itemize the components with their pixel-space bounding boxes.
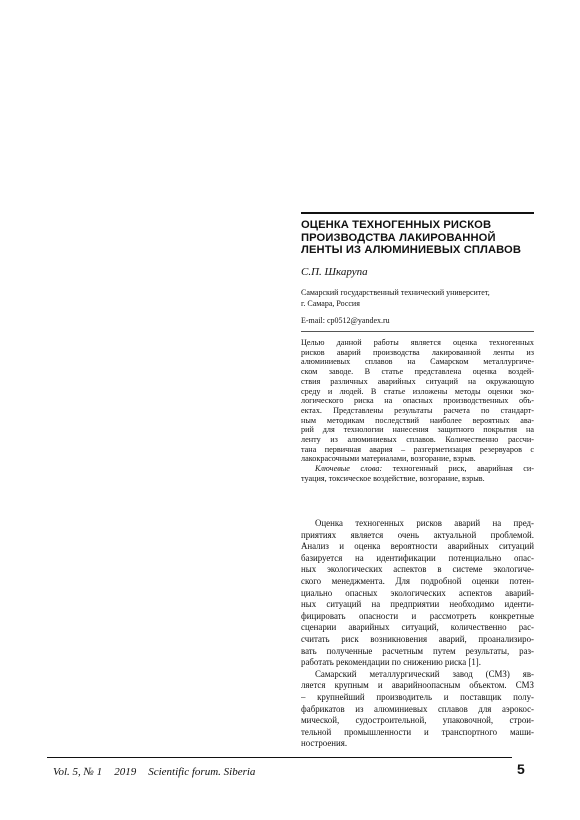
journal-year: 2019: [114, 766, 137, 778]
body-line: считать риск возникновения аварий, проанализиро-: [301, 633, 534, 644]
body-line: Самарский металлургический завод (СМЗ) яв-: [315, 668, 534, 679]
abstract-line: лакокрасочными материалами, возгорание, взрыв.: [301, 454, 476, 464]
body-line: фицировать опасности и рассмотреть конкретные: [301, 610, 534, 621]
abstract-line: тана первичная авария – разгерметизация резервуаров с: [301, 444, 534, 454]
keywords-line: [301, 464, 534, 474]
keywords-text: техногенный риск, аварийная си-: [382, 464, 534, 474]
body-line: фабрикатов из алюминиевых сплавов для аэрокос-: [301, 703, 534, 714]
body-line: базируется на идентификации потенциально опас-: [301, 552, 534, 563]
body-line: работать рекомендации по снижению риска [1].: [301, 657, 481, 668]
page-number: 5: [517, 761, 525, 777]
author-affiliation: [301, 288, 541, 309]
journal-footer: [53, 766, 255, 778]
abstract-line: Целью данной работы является оценка техногенных: [301, 338, 534, 347]
abstract-line: рисков аварий производства лакированной ленты из: [301, 347, 534, 357]
body-line: мической, судостроительной, упаковочной, строи-: [301, 715, 534, 726]
abstract-line: ствия различных аварийных ситуаций на окружающую: [301, 376, 534, 386]
journal-name: Scientific forum. Siberia: [148, 766, 256, 778]
body-line: ского менеджмента. Для подробной оценки потен-: [301, 575, 534, 586]
body-line: Анализ и оценка вероятности аварийных ситуаций: [301, 541, 534, 552]
body-line: циально опасных экологических аспектов аварий-: [301, 587, 534, 598]
title-line: ОЦЕНКА ТЕХНОГЕННЫХ РИСКОВ: [301, 219, 492, 231]
title-line: ПРОИЗВОДСТВА ЛАКИРОВАННОЙ: [301, 231, 496, 244]
affiliation-line: Самарский государственный технический университет,: [301, 288, 490, 297]
body-line: Оценка техногенных рисков аварий на пред-: [315, 518, 534, 528]
body-line: ностроения.: [301, 738, 348, 749]
abstract-line: рий для технологии нанесения защитного покрытия на: [301, 425, 534, 435]
abstract: [301, 338, 534, 484]
abstract-line: алюминиевых сплавов на Самарском металлургиче-: [301, 357, 534, 367]
body-line: ных ситуаций на предприятии необходимо иденти-: [301, 599, 534, 610]
abstract-line: логического риска на опасных производственных объ-: [301, 396, 534, 406]
affiliation-line: г. Самара, Россия: [301, 298, 360, 308]
body-line: приятиях является очень актуальной проблемой.: [301, 529, 534, 540]
body-line: ных экологических аспектов в системе экологиче-: [301, 564, 534, 575]
body-line: ляется крупным и аварийноопасным объектом. СМЗ: [301, 680, 534, 691]
author-name: С.П. Шкарупа: [301, 266, 368, 278]
author-email: E-mail: cp0512@yandex.ru: [301, 316, 390, 325]
keywords-label: Ключевые слова:: [315, 464, 383, 474]
body-line: тельной промышленности и транспортного маши-: [301, 726, 534, 737]
abstract-line: ектах. Представлены результаты расчета по стандарт-: [301, 405, 534, 415]
journal-volume: Vol. 5, № 1: [53, 766, 103, 778]
article-body: [301, 518, 534, 750]
article-title: [301, 219, 541, 257]
abstract-divider: [301, 331, 534, 332]
title-line: ЛЕНТЫ ИЗ АЛЮМИНИЕВЫХ СПЛАВОВ: [301, 244, 522, 257]
abstract-line: ском заводе. В статье представлена оценка воздей-: [301, 367, 534, 377]
body-line: сценарии аварийных ситуаций, количественно рас-: [301, 622, 534, 633]
title-top-rule: [301, 212, 534, 214]
footer-rule: [47, 757, 512, 758]
body-line: – крупнейший производитель и поставщик полу-: [301, 691, 534, 702]
abstract-line: ным методикам последствий наиболее вероятных ава-: [301, 415, 534, 425]
abstract-line: ленту из алюминиевых сплавов. Количественно рассчи-: [301, 435, 534, 445]
abstract-line: среду и людей. В статье изложены методы оценки эко-: [301, 386, 534, 396]
keywords-line: туация, токсическое воздействие, возгорание, взрыв.: [301, 473, 485, 483]
body-line: вать полученные расчетным путем результаты, раз-: [301, 645, 534, 656]
